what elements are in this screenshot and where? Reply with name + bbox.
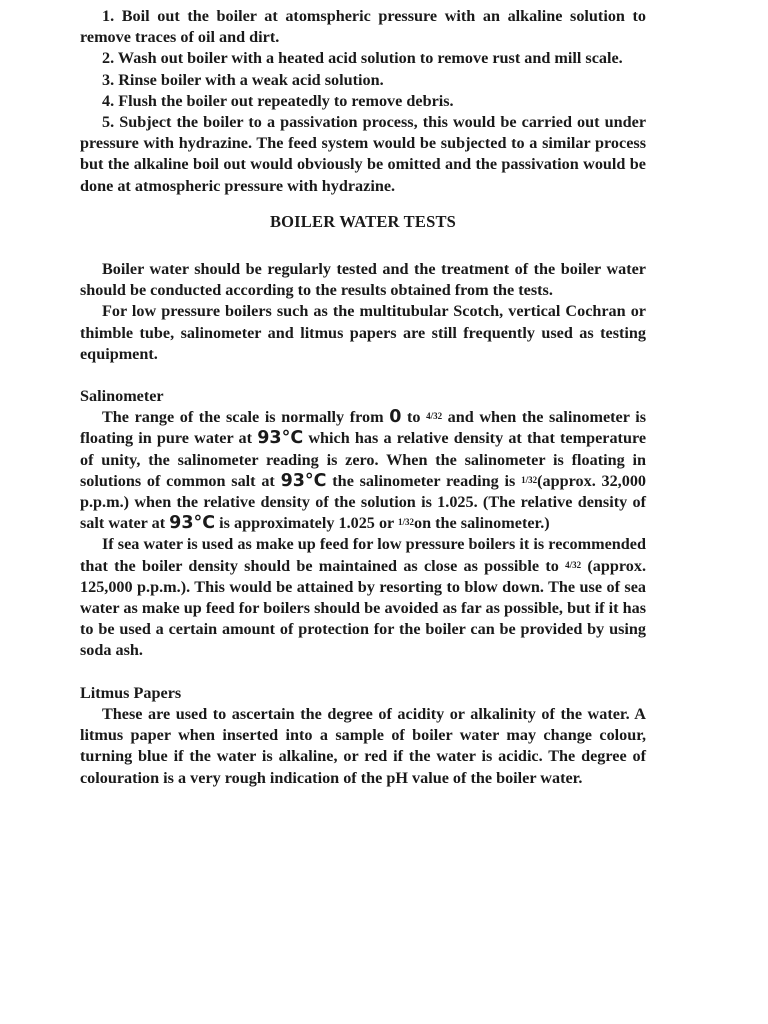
text-run: to (406, 408, 421, 427)
text-run: the salinometer reading is (332, 471, 516, 490)
step-3 (80, 70, 646, 91)
step-text: Flush the boiler out repeatedly to remove debris. (118, 91, 454, 110)
text-run: which has a relative density at that temperature of unity, the salinometer reading is zero. When the salinometer is floating in solutions of common salt at (80, 429, 647, 490)
fraction-density: 4/32 (565, 559, 582, 570)
temperature-value: 93°C (257, 428, 304, 449)
text-run: on the salinometer.) (414, 514, 550, 533)
text-run: (approx. 32,000 p.p.m.) when the relative density of the solution is 1.025. (The relative density of salt water at (80, 471, 647, 533)
section-title: BOILER WATER TESTS (269, 211, 457, 231)
litmus-paragraph-1: These are used to ascertain the degree of acidity or alkalinity of the water. A litmus paper when inserted into a sample of boiler water may change colour, turning blue if the water is alkaline, or red if the water is acidic. The degree of colouration is a very rough indication of the pH value of the boiler water. (80, 704, 646, 787)
text-run: If sea water is used as make up feed for low pressure boilers it is recommended that the boiler density should be maintained as close as possible to (80, 535, 646, 575)
step-number: 4. (102, 91, 115, 110)
salinometer-paragraph-1 (80, 407, 646, 534)
step-number: 1. (102, 7, 115, 25)
litmus-heading: Litmus Papers (80, 683, 182, 702)
step-text: Subject the boiler to a passivation process, this would be carried out under pressure with hydrazine. The feed system would be subjected to a similar process but the alkaline boil out would obviously be omitted and the passivation would be done at atmospheric pressure with hydrazine. (80, 113, 647, 195)
zero-value: 0 (389, 407, 402, 428)
intro-paragraph-1: Boiler water should be regularly tested and the treatment of the boiler water should be conducted according to the results obtained from the tests. (80, 260, 646, 300)
text-run: (approx. 125,000 p.p.m.). This would be attained by resorting to blow down. The use of sea water as make up feed for boilers should be avoided as far as possible, but if it has to be used a certain amount of protection for the boiler can be provided by using soda ash. (80, 556, 647, 660)
step-text: Rinse boiler with a weak acid solution. (118, 70, 384, 89)
step-number: 2. (102, 49, 115, 68)
step-text: Wash out boiler with a heated acid solution to remove rust and mill scale. (117, 49, 623, 68)
fraction-range: 4/32 (426, 411, 443, 422)
step-5 (80, 112, 646, 197)
intro-paragraph-2: For low pressure boilers such as the multitubular Scotch, vertical Cochran or thimble tube, salinometer and litmus papers are still frequently used as testing equipment. (80, 302, 646, 363)
step-text: Boil out the boiler at atomspheric pressure with an alkaline solution to remove traces of oil and dirt. (80, 7, 646, 47)
salinometer-paragraph-2 (80, 534, 646, 661)
step-number: 5. (102, 113, 115, 132)
step-1 (80, 6, 646, 48)
step-2 (80, 48, 646, 69)
temperature-value: 93°C (169, 513, 216, 534)
text-run: is approximately 1.025 or (219, 514, 394, 533)
step-4 (80, 91, 646, 112)
document-page (80, 6, 646, 789)
text-run: and when the salinometer is floating in pure water at (80, 408, 647, 448)
fraction-reading: 1/32 (521, 474, 538, 485)
text-run: The range of the scale is normally from (102, 408, 384, 427)
salinometer-heading: Salinometer (80, 387, 164, 406)
fraction-salt: 1/32 (398, 517, 415, 528)
temperature-value: 93°C (280, 470, 327, 491)
step-number: 3. (102, 70, 115, 89)
